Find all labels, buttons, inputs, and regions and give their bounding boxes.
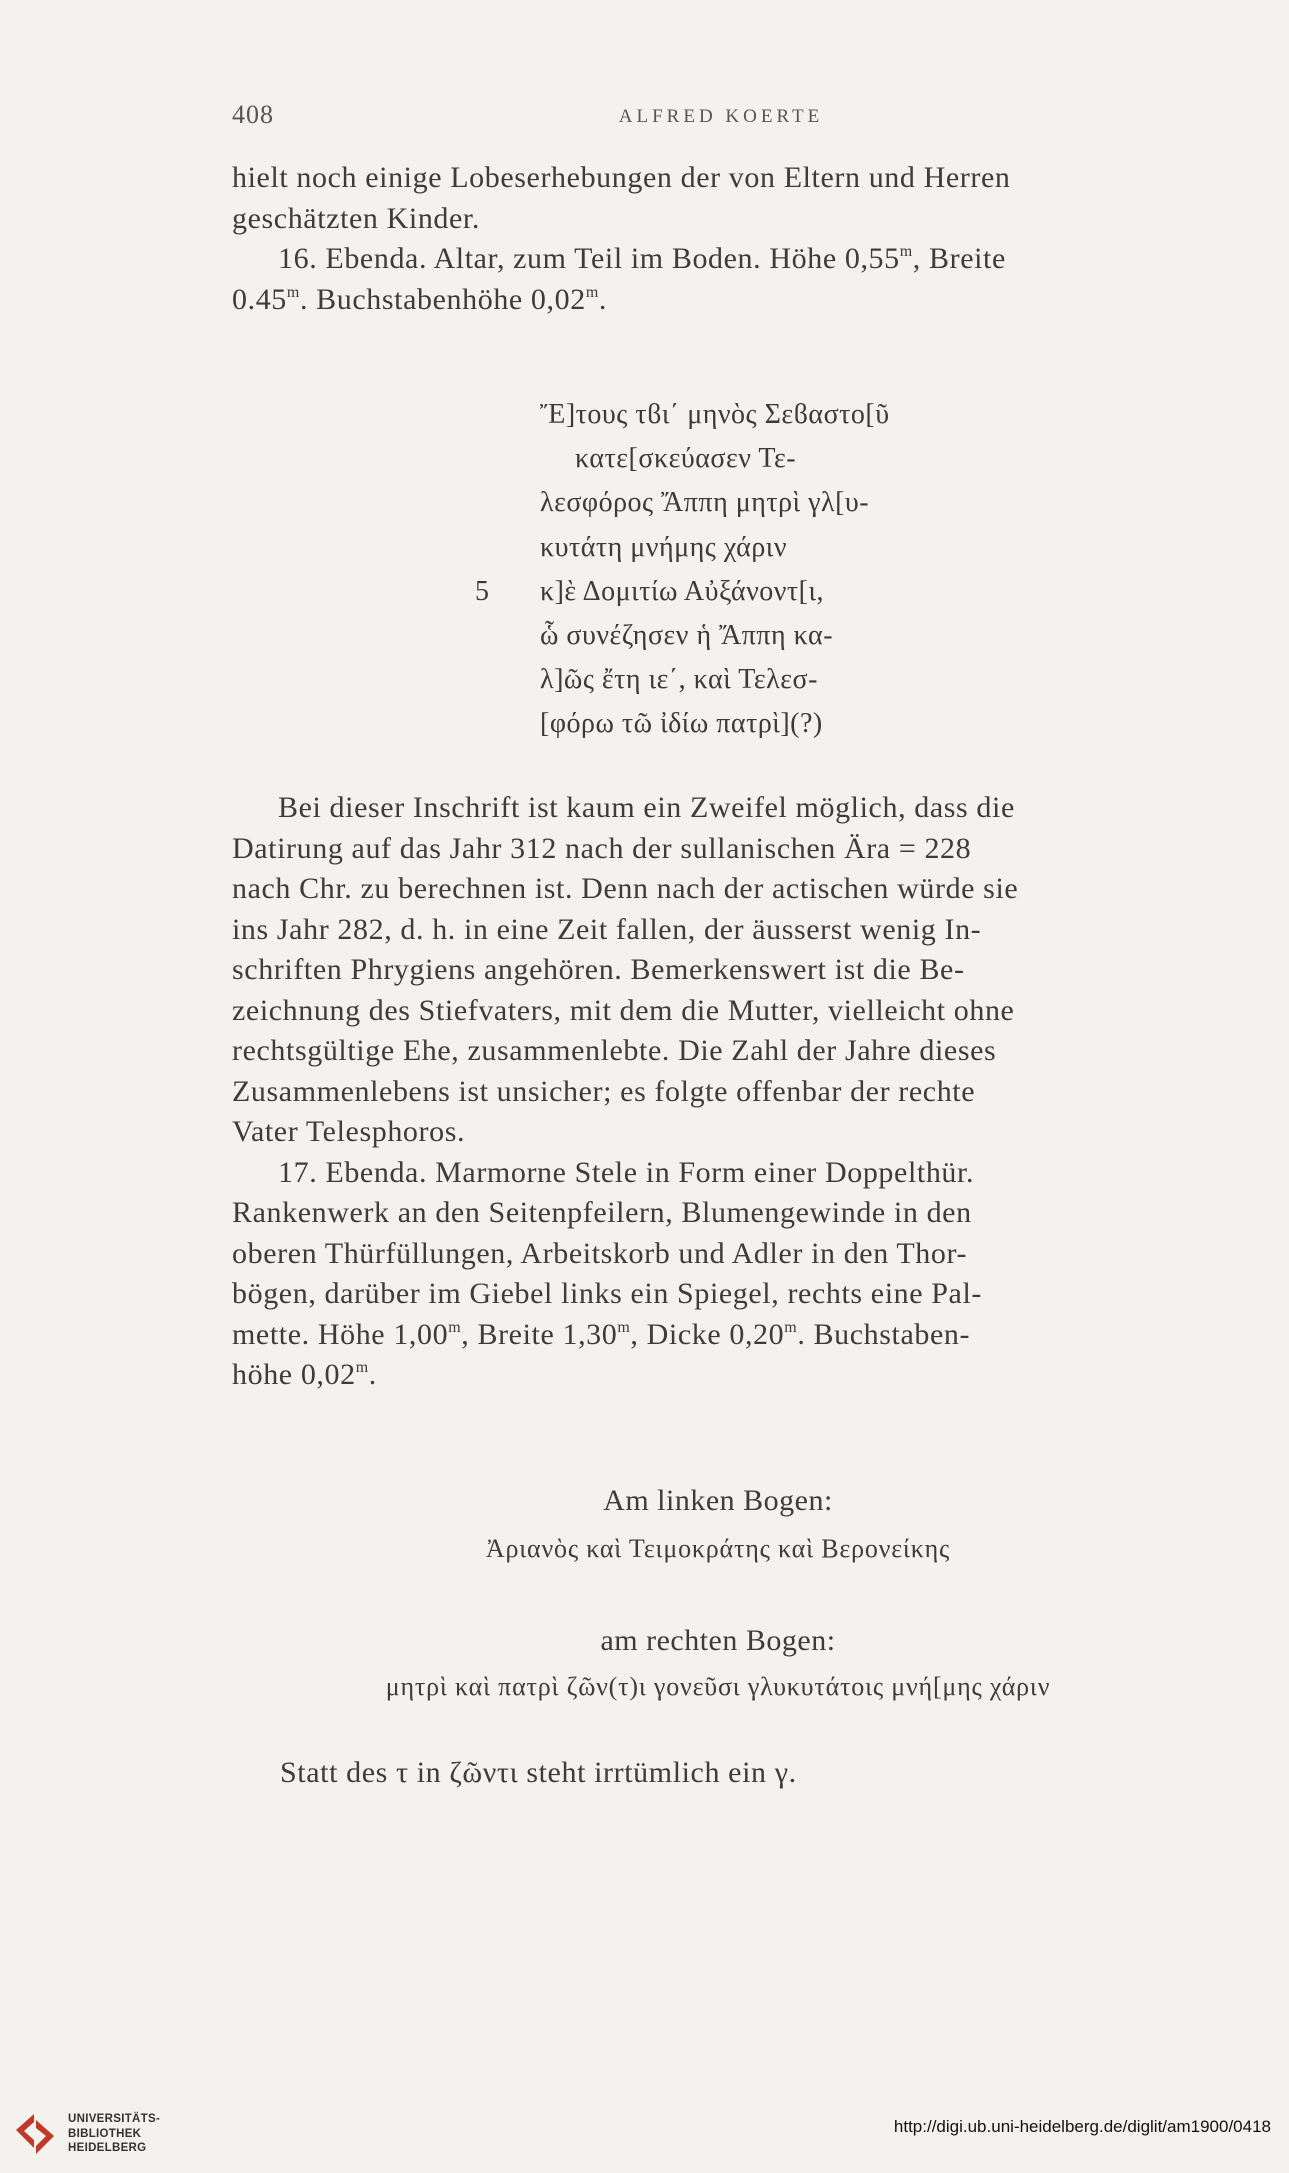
inscription-line: λεσφόρος Ἄππη μητρὶ γλ[υ- [540, 487, 870, 519]
page-header [232, 100, 1210, 140]
text-line: bögen, darüber im Giebel links ein Spiegel, rechts eine Pal- [232, 1277, 982, 1310]
text-line: Bei dieser Inschrift ist kaum ein Zweifel möglich, dass die [278, 791, 1015, 824]
line-number: 5 [475, 575, 490, 607]
text-line: höhe 0,02$^m$. [232, 1358, 377, 1391]
source-url[interactable]: http://digi.ub.uni-heidelberg.de/diglit/am1900/0418 [893, 2117, 1271, 2136]
text-line: geschätzten Kinder. [232, 201, 480, 235]
text-line: schriften Phrygiens angehören. Bemerkenswert ist die Be- [232, 953, 965, 986]
inscription-line: Ἔ]τους τϐι΄ μηνὸς Σεϐαστο[ῦ [540, 399, 890, 430]
left-arch-heading: Am linken Bogen: [603, 1484, 833, 1517]
library-logo-icon [14, 2112, 56, 2156]
commentary-paragraph [232, 788, 1204, 1396]
text-line: Zusammenlebens ist unsicher; es folgte offenbar der rechte [232, 1074, 976, 1108]
text-line: 17. Ebenda. Marmorne Stele in Form einer Doppelthür. [278, 1155, 975, 1189]
inscription-line: ὧ συνέζησεν ἡ Ἄππη κα- [540, 620, 834, 652]
text-line: ins Jahr 282, d. h. in eine Zeit fallen, der äusserst wenig In- [232, 912, 982, 946]
text-line: nach Chr. zu berechnen ist. Denn nach der actischen würde sie [232, 872, 1019, 905]
right-arch-heading: am rechten Bogen: [600, 1624, 836, 1657]
text-line: mette. Höhe 1,00$^m$, Breite 1,30$^m$, Dicke 0,20$^m$. Buchstaben- [232, 1317, 971, 1351]
right-arch-inscription: μητρὶ καὶ πατρὶ ζῶν(τ)ι γονεῦσι γλυκυτάτοις μνή[μης χάριν [385, 1672, 1051, 1701]
inscription-line: 5 κ]ὲ Δομιτίω Αὐξάνοντ[ι, [540, 570, 1140, 614]
paragraph-continuation [232, 158, 1204, 320]
inscription-line: λ]ῶς ἔτη ιε΄, καὶ Τελεσ- [540, 664, 818, 696]
text-line: oberen Thürfüllungen, Arbeitskorb und Adler in den Thor- [232, 1236, 968, 1270]
library-logo-text: UNIVERSITÄTS- BIBLIOTHEK HEIDELBERG [68, 2113, 161, 2154]
library-logo [14, 2112, 204, 2162]
text-line: hielt noch einige Lobeserhebungen der von Eltern und Herren [232, 161, 1011, 194]
text-line: zeichnung des Stiefvaters, mit dem die Mutter, vielleicht ohne [232, 993, 1015, 1027]
text-line: Rankenwerk an den Seitenpfeilern, Blumengewinde in den [232, 1196, 972, 1229]
final-note: Statt des τ in ζῶντι steht irrtümlich ein γ. [280, 1756, 797, 1789]
text-line: Datirung auf das Jahr 312 nach der sullanischen Ära = 228 [232, 831, 972, 865]
text-line: 16. Ebenda. Altar, zum Teil im Boden. Höhe 0,55$^m$, Breite [278, 242, 1006, 275]
inscription-line: κατε[σκεύασεν Τε- [575, 443, 797, 475]
text-line: 0.45$^m$. Buchstabenhöhe 0,02$^m$. [232, 282, 607, 316]
inscription-16 [475, 393, 1140, 747]
inscription-line: κυτάτη μνήμης χάριν [540, 531, 787, 563]
inscription-line: [φόρω τῶ ἰδίω πατρὶ](?) [540, 708, 823, 740]
left-arch-inscription: Ἀριανὸς καὶ Τειμοκράτης καὶ Βερονείκης [485, 1534, 951, 1563]
running-head: ALFRED KOERTE [618, 106, 824, 127]
text-line: Vater Telesphoros. [232, 1115, 466, 1148]
text-line: rechtsgültige Ehe, zusammenlebte. Die Zahl der Jahre dieses [232, 1034, 997, 1067]
page-number: 408 [232, 100, 274, 129]
